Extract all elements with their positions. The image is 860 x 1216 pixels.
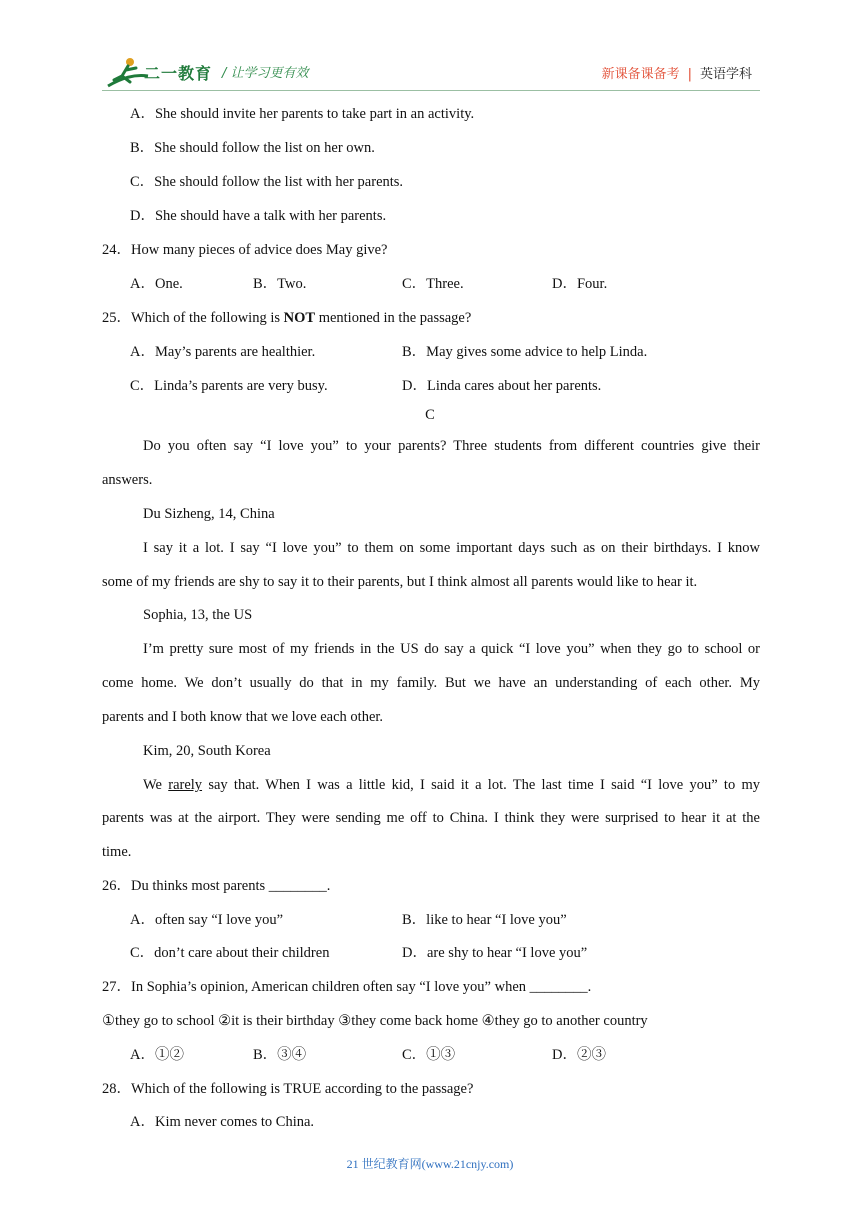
student-1-line-1: I say it a lot. I say “I love you” to them on some important days such as on their birthdays. I know xyxy=(143,540,760,556)
passage-intro-line-2: answers. xyxy=(102,472,153,488)
passage-intro-line-1: Do you often say “I love you” to your parents? Three students from different countries give their xyxy=(143,438,760,454)
header-right xyxy=(602,63,752,82)
q24-stem: 24．How many pieces of advice does May give? xyxy=(102,242,388,258)
q23-option-b: B．She should follow the list on her own. xyxy=(130,140,375,156)
q28-option-a: A．Kim never comes to China. xyxy=(130,1114,315,1130)
student-3-line-1-pre: We xyxy=(143,777,169,793)
q23-option-a: A．She should invite her parents to take part in an activity. xyxy=(130,106,475,122)
header-rule xyxy=(102,90,760,91)
page-footer: 21 世纪教育网(www.21cnjy.com) xyxy=(346,1157,514,1171)
student-3-line-1 xyxy=(143,776,760,794)
q26-option-c: C．don’t care about their children xyxy=(130,945,330,961)
student-2-line-1: I’m pretty sure most of my friends in the US do say a quick “I love you” when they go to school or xyxy=(143,641,760,657)
q27-choices: ①they go to school ②it is their birthday ③they come back home ④they go to another country xyxy=(102,1013,648,1029)
q27-option-b: B．③④ xyxy=(253,1047,307,1063)
student-2-name: Sophia, 13, the US xyxy=(143,607,253,623)
student-2-line-2: come home. We don’t usually do that in my family. But we have an understanding of each other. My xyxy=(102,675,760,691)
passage-heading: C xyxy=(425,407,435,423)
q26-option-d: D．are shy to hear “I love you” xyxy=(402,945,588,961)
student-2-line-3: parents and I both know that we love each other. xyxy=(102,709,384,725)
q25-stem-post: mentioned in the passage? xyxy=(315,310,472,326)
q25-option-a: A．May’s parents are healthier. xyxy=(130,344,316,360)
header-divider: | xyxy=(687,67,692,82)
underlined-word: rarely xyxy=(168,777,203,793)
header-subject: 英语学科 xyxy=(699,67,752,82)
q27-stem: 27．In Sophia’s opinion, American children often say “I love you” when ________. xyxy=(102,979,592,995)
student-1-line-2: some of my friends are shy to say it to their parents, but I think almost all parents would like to hear it. xyxy=(102,574,698,590)
q24-option-d: D．Four. xyxy=(552,276,608,292)
q24-option-c: C．Three. xyxy=(402,276,464,292)
q25-stem-bold: NOT xyxy=(283,310,316,326)
q23-option-d: D．She should have a talk with her parents. xyxy=(130,208,387,224)
student-3-line-2: parents was at the airport. They were sending me off to China. I think they were surprised to hear it at the xyxy=(102,810,760,826)
student-1-name: Du Sizheng, 14, China xyxy=(143,506,275,522)
q24-option-a: A．One. xyxy=(130,276,183,292)
q26-option-b: B．like to hear “I love you” xyxy=(402,912,567,928)
q24-option-b: B．Two. xyxy=(253,276,307,292)
q26-option-a: A．often say “I love you” xyxy=(130,912,284,928)
q23-option-c: C．She should follow the list with her parents. xyxy=(130,174,404,190)
student-3-name: Kim, 20, South Korea xyxy=(143,743,271,759)
q26-stem: 26．Du thinks most parents ________. xyxy=(102,878,331,894)
q27-option-a: A．①② xyxy=(130,1047,184,1063)
q25-stem xyxy=(102,309,471,327)
student-3-line-3: time. xyxy=(102,844,132,860)
q25-option-d: D．Linda cares about her parents. xyxy=(402,378,602,394)
q25-option-c: C．Linda’s parents are very busy. xyxy=(130,378,328,394)
logo-text: 二一教育 xyxy=(144,64,213,83)
header-label: 新课备课备考 xyxy=(601,67,680,82)
q25-stem-pre: 25．Which of the following is xyxy=(102,310,284,326)
q27-option-d: D．②③ xyxy=(552,1047,606,1063)
header-slogan: / 让学习更有效 xyxy=(222,66,309,81)
page-header xyxy=(0,0,860,100)
student-3-line-1-post: say that. When I was a little kid, I said it a lot. The last time I said “I love you” to my xyxy=(202,777,760,793)
q25-option-b: B．May gives some advice to help Linda. xyxy=(402,344,648,360)
q28-stem: 28．Which of the following is TRUE according to the passage? xyxy=(102,1081,474,1097)
q27-option-c: C．①③ xyxy=(402,1047,456,1063)
